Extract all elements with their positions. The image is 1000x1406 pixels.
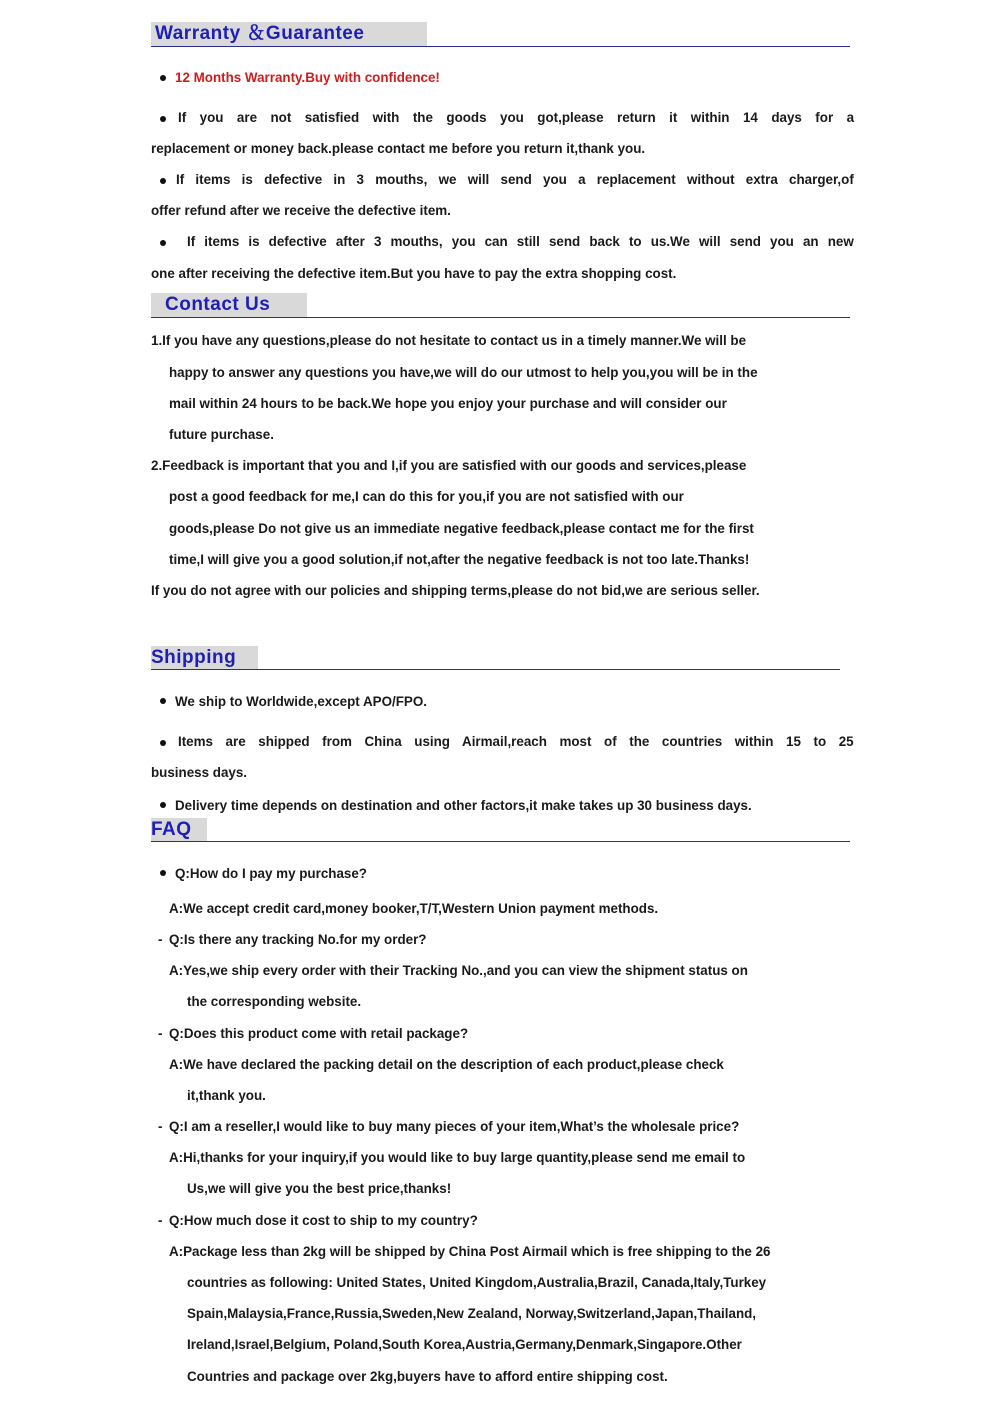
faq-answer-5-line-2: countries as following: United States, United Kingdom,Australia,Brazil, Canada,Italy,Turkey	[187, 1275, 767, 1290]
warranty-item-1-line-1: If you are not satisfied with the goods you got,please return it within 14 days for a	[178, 110, 855, 125]
dash-icon: -	[158, 1119, 163, 1134]
warranty-item-3-line-1: If items is defective after 3 mouths, you can still send back to us.We will send you an new	[187, 234, 854, 249]
warranty-highlight: 12 Months Warranty.Buy with confidence!	[175, 70, 440, 85]
warranty-rule	[151, 46, 850, 47]
contact-heading: Contact Us	[151, 293, 307, 317]
faq-answer-4-line-2: Us,we will give you the best price,thanks!	[187, 1181, 452, 1196]
bullet-icon	[160, 698, 166, 704]
dash-icon: -	[158, 932, 163, 947]
bullet-icon	[160, 240, 166, 246]
dash-icon: -	[158, 1213, 163, 1228]
shipping-item-3: Delivery time depends on destination and other factors,it make takes up 30 business days.	[175, 798, 752, 813]
contact-item-1-line-3: mail within 24 hours to be back.We hope you enjoy your purchase and will consider our	[169, 396, 727, 411]
warranty-heading: Warranty ＆Guarantee	[151, 22, 427, 46]
faq-rule	[151, 841, 850, 842]
faq-answer-2-line-2: the corresponding website.	[187, 994, 362, 1009]
faq-answer-5-line-4: Ireland,Israel,Belgium, Poland,South Korea,Austria,Germany,Denmark,Singapore.Other	[187, 1337, 742, 1352]
contact-closing: If you do not agree with our policies and shipping terms,please do not bid,we are serious seller.	[151, 583, 760, 598]
bullet-icon	[160, 116, 166, 122]
shipping-rule	[151, 669, 840, 670]
faq-answer-5-line-1: A:Package less than 2kg will be shipped by China Post Airmail which is free shipping to the 26	[169, 1244, 771, 1259]
faq-answer-1: A:We accept credit card,money booker,T/T,Western Union payment methods.	[169, 901, 659, 916]
contact-item-1-line-1: 1.If you have any questions,please do not hesitate to contact us in a timely manner.We will be	[151, 333, 747, 348]
contact-item-2-line-3: goods,please Do not give us an immediate negative feedback,please contact me for the first	[169, 521, 754, 536]
contact-item-1-line-2: happy to answer any questions you have,we will do our utmost to help you,you will be in the	[169, 365, 758, 380]
faq-answer-4-line-1: A:Hi,thanks for your inquiry,if you would like to buy large quantity,please send me email to	[169, 1150, 746, 1165]
contact-item-1-line-4: future purchase.	[169, 427, 274, 442]
contact-item-2-line-2: post a good feedback for me,I can do this for you,if you are not satisfied with our	[169, 489, 684, 504]
faq-answer-5-line-5: Countries and package over 2kg,buyers have to afford entire shipping cost.	[187, 1369, 668, 1384]
shipping-item-1: We ship to Worldwide,except APO/FPO.	[175, 694, 427, 709]
contact-item-2-line-1: 2.Feedback is important that you and I,if you are satisfied with our goods and services,please	[151, 458, 747, 473]
warranty-item-2-line-2: offer refund after we receive the defective item.	[151, 203, 451, 218]
faq-question-1: Q:How do I pay my purchase?	[175, 866, 367, 881]
faq-question-3: Q:Does this product come with retail package?	[169, 1026, 469, 1041]
warranty-item-1-line-2: replacement or money back.please contact me before you return it,thank you.	[151, 141, 646, 156]
contact-item-2-line-4: time,I will give you a good solution,if not,after the negative feedback is not too late.Thanks!	[169, 552, 750, 567]
dash-icon: -	[158, 1026, 163, 1041]
bullet-icon	[160, 870, 166, 876]
shipping-item-2-line-2: business days.	[151, 765, 248, 780]
warranty-item-3-line-2: one after receiving the defective item.But you have to pay the extra shopping cost.	[151, 266, 677, 281]
shipping-item-2-line-1: Items are shipped from China using Airmail,reach most of the countries within 15 to 25	[178, 734, 854, 749]
faq-answer-2-line-1: A:Yes,we ship every order with their Tracking No.,and you can view the shipment status on	[169, 963, 748, 978]
faq-answer-3-line-1: A:We have declared the packing detail on the description of each product,please check	[169, 1057, 724, 1072]
bullet-icon	[160, 75, 166, 81]
shipping-heading: Shipping	[151, 646, 258, 670]
warranty-item-2-line-1: If items is defective in 3 mouths, we will send you a replacement without extra charger,of	[176, 172, 854, 187]
bullet-icon	[160, 802, 166, 808]
faq-heading: FAQ	[151, 818, 207, 842]
faq-question-5: Q:How much dose it cost to ship to my country?	[169, 1213, 478, 1228]
faq-question-2: Q:Is there any tracking No.for my order?	[169, 932, 427, 947]
faq-question-4: Q:I am a reseller,I would like to buy many pieces of your item,What’s the wholesale price?	[169, 1119, 740, 1134]
faq-answer-3-line-2: it,thank you.	[187, 1088, 266, 1103]
contact-rule	[151, 317, 850, 318]
bullet-icon	[160, 178, 166, 184]
faq-answer-5-line-3: Spain,Malaysia,France,Russia,Sweden,New Zealand, Norway,Switzerland,Japan,Thailand,	[187, 1306, 757, 1321]
bullet-icon	[160, 740, 166, 746]
